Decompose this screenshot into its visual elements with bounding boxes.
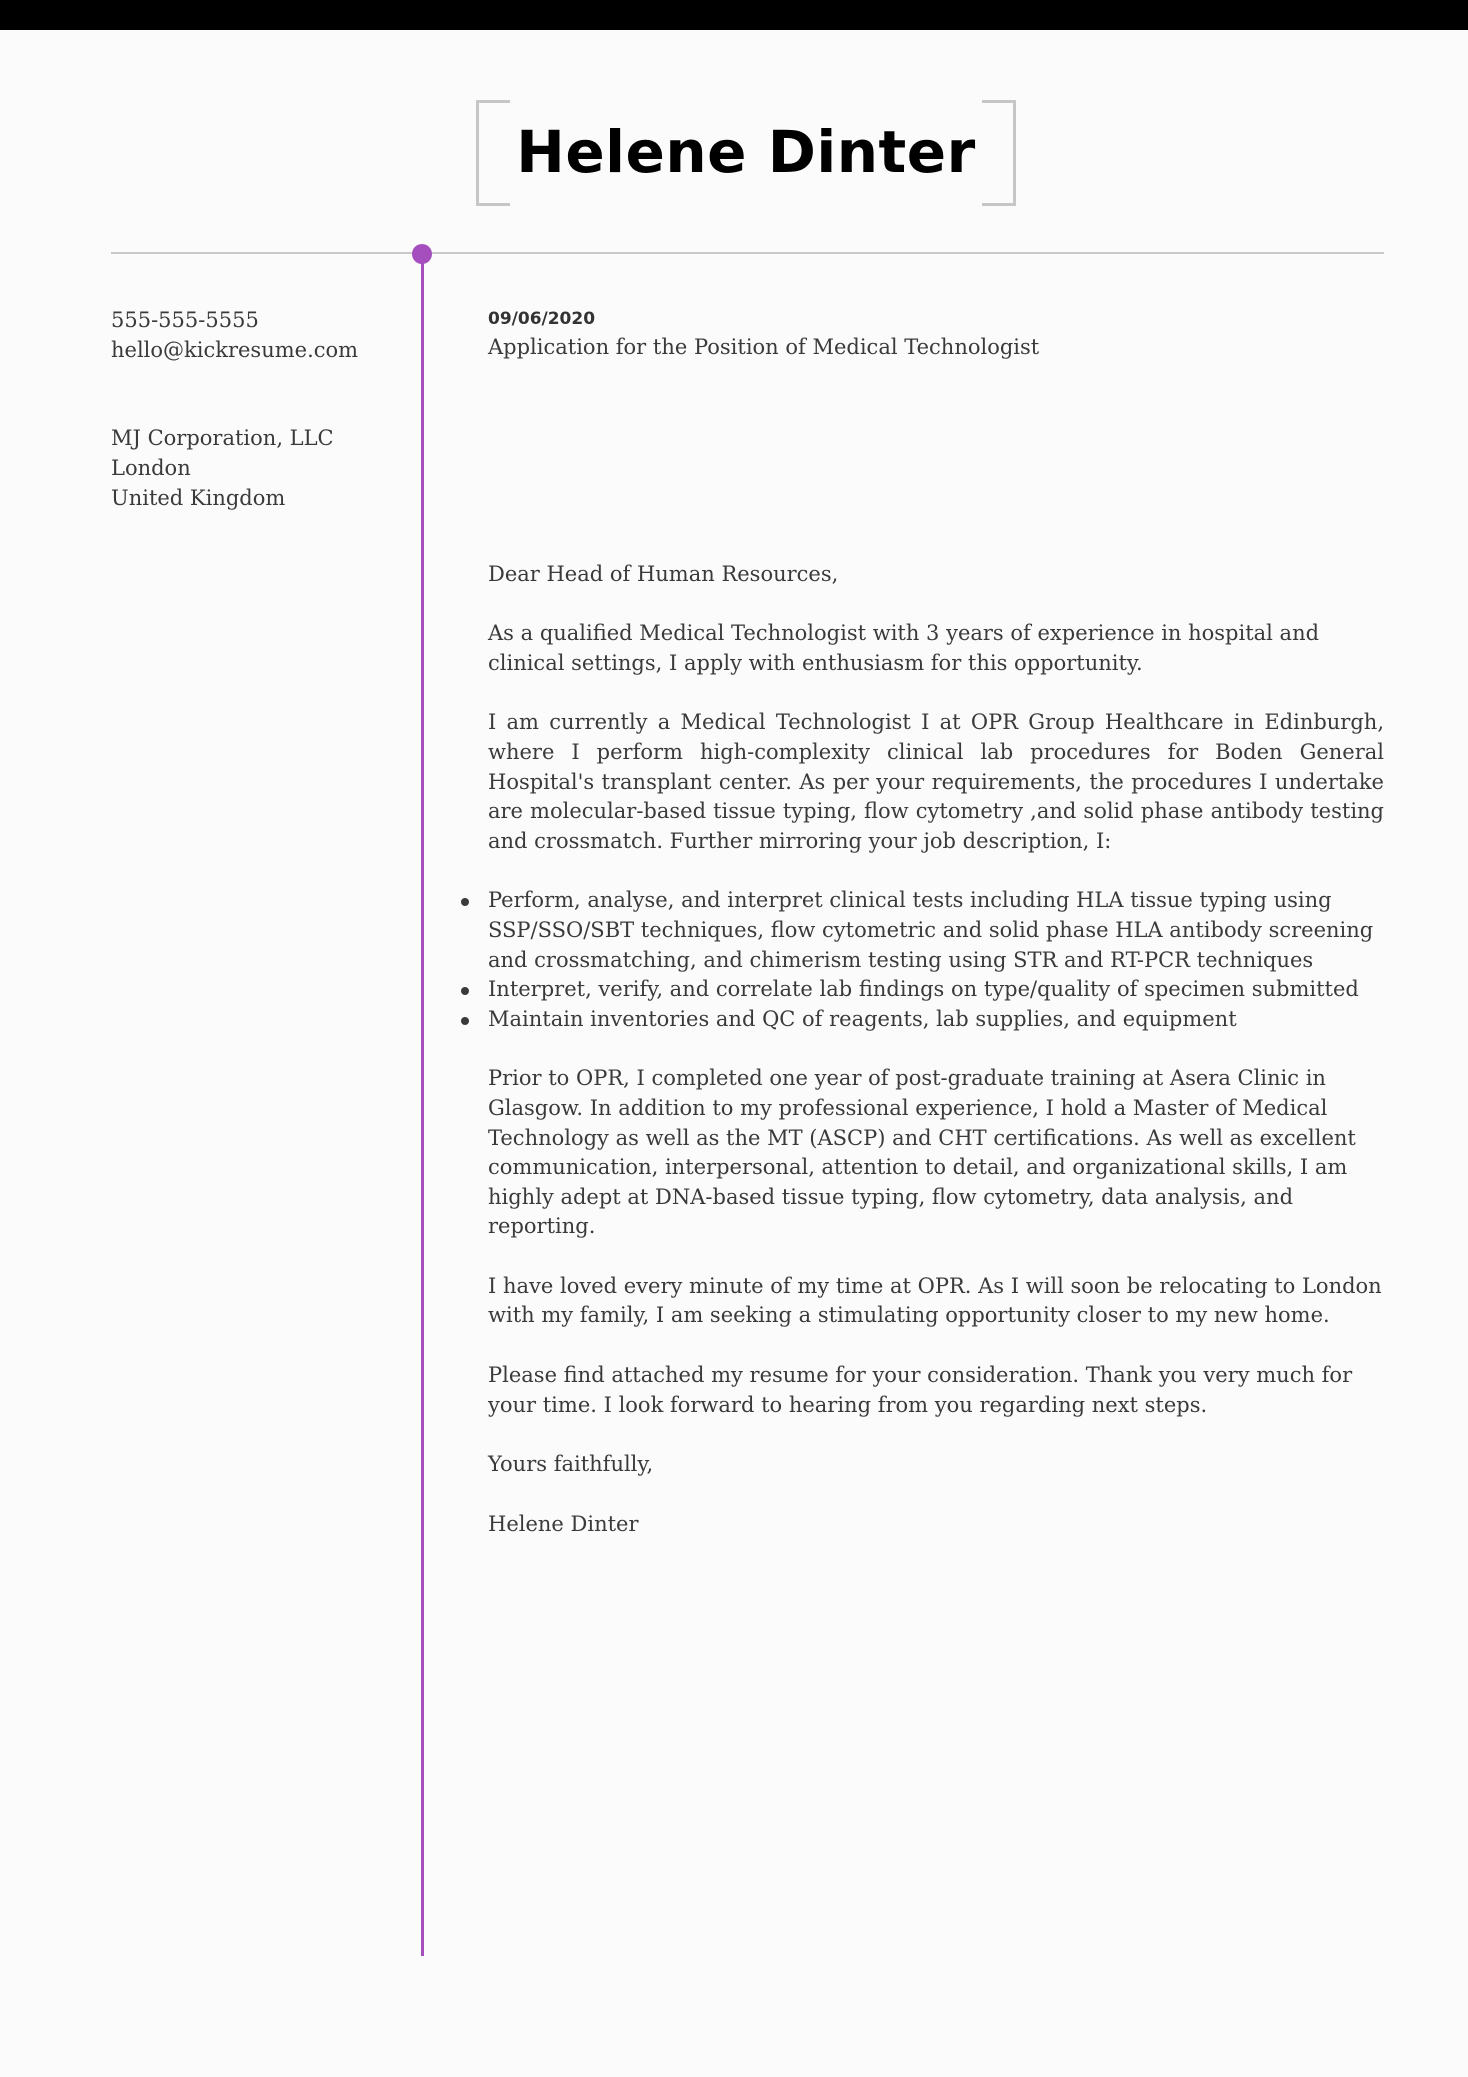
vertical-timeline-line [421,254,424,1956]
contact-column [111,305,401,513]
experience-paragraph: I am currently a Medical Technologist I at OPR Group Healthcare in Edinburgh, where I perform high-complexity clinical lab procedures for Boden General Hospital's transplant center. As per your requirements, the procedures I undertake are molecular-based tissue typing, flow cytometry ,and solid phase antibody testing and crossmatch. Further mirroring your job description, I: [488,710,1384,853]
recipient-address [111,423,401,513]
sender-phone: 555-555-5555 [111,308,259,332]
list-item: Perform, analyse, and interpret clinical tests including HLA tissue typing using SSP/SSO/SBT techniques, flow cytometric and solid phase HLA antibody screening and crossmatching, and chimerism testing using STR and RT-PCR techniques [488,886,1384,975]
applicant-name: Helene Dinter [516,118,976,186]
recipient-country: United Kingdom [111,486,286,510]
letter-greeting: Dear Head of Human Resources, [488,561,839,586]
list-item: Interpret, verify, and correlate lab findings on type/quality of specimen submitted [488,975,1384,1005]
recipient-city: London [111,456,191,480]
letter-subject: Application for the Position of Medical Technologist [488,335,1040,359]
signature-name: Helene Dinter [488,1511,639,1536]
list-item: Maintain inventories and QC of reagents, lab supplies, and equipment [488,1005,1384,1035]
duties-list [488,886,1384,1034]
sender-contact [111,305,401,365]
intro-paragraph: As a qualified Medical Technologist with 3 years of experience in hospital and clinical settings, I apply with enthusiasm for this opportunity. [488,621,1320,675]
relocation-paragraph: I have loved every minute of my time at OPR. As I will soon be relocating to London with my family, I am seeking a stimulating opportunity closer to my new home. [488,1273,1382,1328]
letter-body [488,305,1384,1539]
letter-date: 09/06/2020 [488,309,596,329]
top-bar [0,0,1468,30]
education-paragraph: Prior to OPR, I completed one year of post-graduate training at Asera Clinic in Glasgow. In addition to my professional experience, I hold a Master of Medical Technology as well as the MT (ASCP) and CHT certifications. As well as excellent communication, interpersonal, attention to detail, and organizational skills, I am highly adept at DNA-based tissue typing, flow cytometry, data analysis, and reporting. [488,1066,1356,1239]
closing-salutation: Yours faithfully, [488,1452,654,1477]
timeline-dot [412,244,432,264]
horizontal-divider [111,252,1384,254]
name-header [476,100,1016,208]
recipient-company: MJ Corporation, LLC [111,426,334,450]
sender-email: hello@kickresume.com [111,338,359,362]
closing-paragraph: Please find attached my resume for your consideration. Thank you very much for your time. I look forward to hearing from you regarding next steps. [488,1363,1353,1417]
